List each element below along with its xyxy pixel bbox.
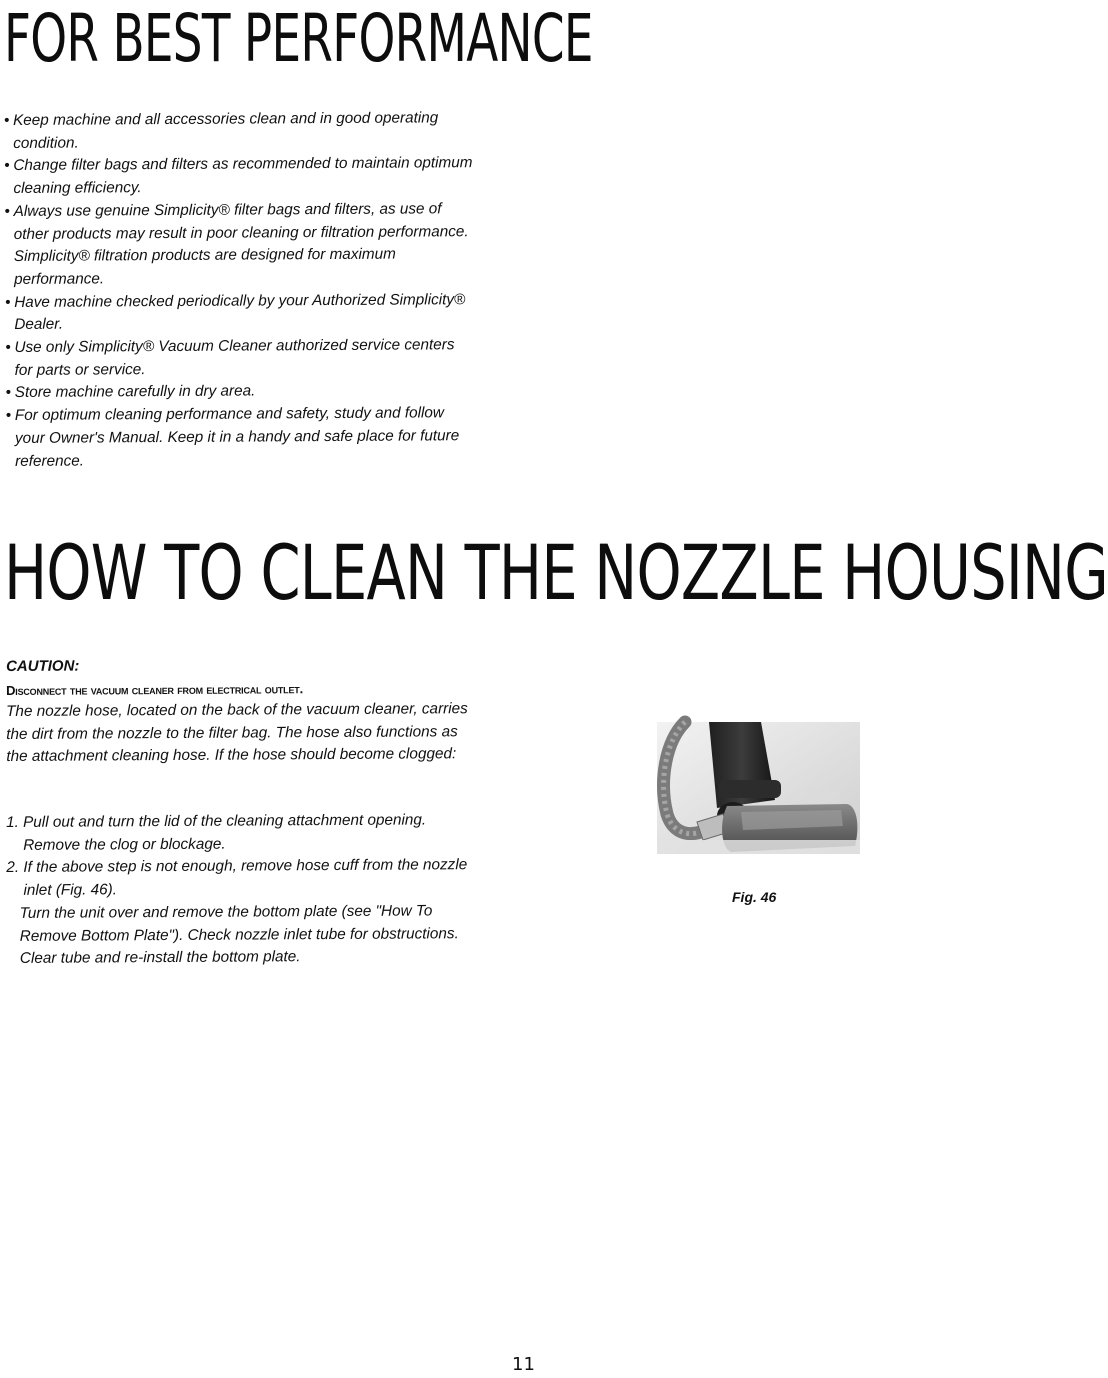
list-item: • Keep machine and all accessories clean and in good operating condition. [4, 107, 474, 155]
list-item: • Have machine checked periodically by your Authorized Simplicity® Dealer. [5, 289, 475, 337]
best-performance-list [4, 107, 476, 473]
caution-title: CAUTION: [6, 657, 80, 675]
list-item: • Store machine carefully in dry area. [6, 380, 476, 406]
cleaning-steps-list [6, 809, 477, 971]
list-item: • For optimum cleaning performance and safety, study and follow your Owner's Manual. Keep it in a handy and safe place for future reference. [6, 402, 476, 473]
list-item: • Always use genuine Simplicity® filter bags and filters, as use of other products may result in poor cleaning or filtration performance. Simplicity® filtration products are designed for maximum performance. [5, 198, 476, 292]
list-item: • Use only Simplicity® Vacuum Cleaner authorized service centers for parts or service. [5, 334, 475, 382]
nozzle-housing-heading: HOW TO CLEAN THE NOZZLE HOUSING [4, 528, 1108, 617]
list-item [6, 809, 476, 857]
list-item [6, 855, 477, 971]
caution-warning: Disconnect the vacuum cleaner from electrical outlet. [6, 681, 304, 698]
best-performance-heading: FOR BEST PERFORMANCE [4, 0, 593, 77]
figure-caption: Fig. 46 [732, 889, 777, 905]
list-item: • Change filter bags and filters as recommended to maintain optimum cleaning efficiency. [4, 153, 474, 201]
nozzle-hose-paragraph: The nozzle hose, located on the back of the vacuum cleaner, carries the dirt from the nozzle to the filter bag. The hose also functions as the attachment cleaning hose. If the hose should become clogged: [6, 700, 468, 766]
step-number: 2. [6, 859, 20, 877]
step-number: 1. [6, 813, 19, 831]
vacuum-nozzle-illustration [657, 722, 860, 854]
step-continuation: Turn the unit over and remove the bottom plate (see "How To Remove Bottom Plate"). Check nozzle inlet tube for obstructions. Clear tube and re-install the bottom plate. [19, 902, 459, 968]
step-text: Pull out and turn the lid of the cleaning attachment opening. Remove the clog or blockage. [23, 811, 427, 854]
page-number: 11 [512, 1354, 535, 1375]
vacuum-nozzle-photo [657, 722, 860, 854]
step-text: If the above step is not enough, remove hose cuff from the nozzle inlet (Fig. 46). [23, 856, 468, 900]
